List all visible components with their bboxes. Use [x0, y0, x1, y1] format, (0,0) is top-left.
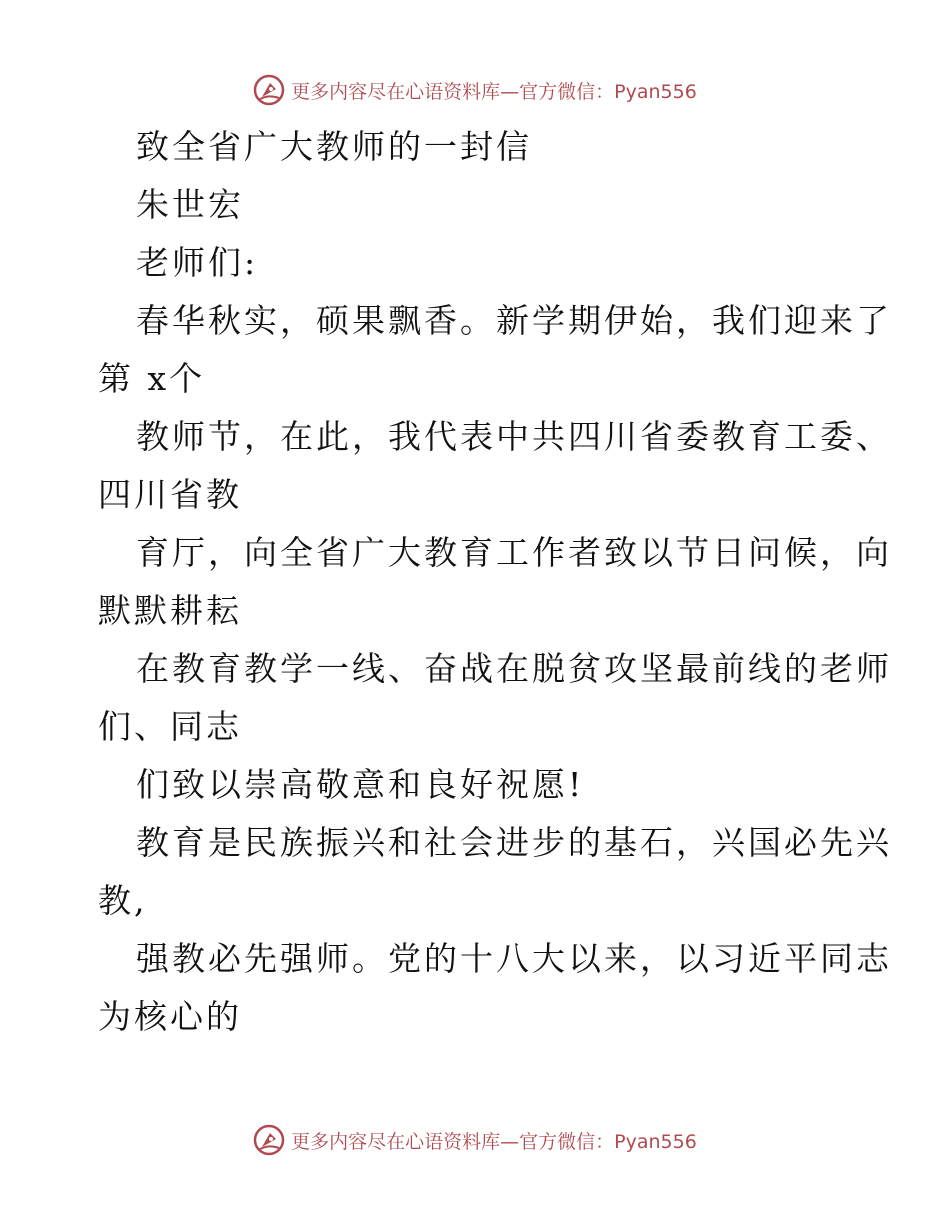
letter-title: 致全省广大教师的一封信: [136, 127, 532, 166]
text-line: 春华秋实，硕果飘香。新学期伊始，我们迎来了: [136, 301, 892, 340]
text-line: 默默耕耘: [98, 591, 242, 630]
document-body: [98, 118, 892, 1046]
text-line: 第 x个: [98, 359, 206, 398]
text-line: 在教育教学一线、奋战在脱贫攻坚最前线的老师: [136, 649, 892, 688]
text-line: 教师节，在此，我代表中共四川省委教育工委、: [136, 417, 892, 456]
text-line: 们、同志: [98, 707, 242, 746]
text-line: 为核心的: [98, 997, 242, 1036]
text-line: 教育是民族振兴和社会进步的基石，兴国必先兴: [136, 823, 892, 862]
header-watermark-banner: [0, 70, 950, 110]
watermark-text: 更多内容尽在心语资料库—官方微信：Pyan556: [291, 80, 697, 103]
author-name: 朱世宏: [136, 185, 244, 224]
text-line: 强教必先强师。党的十八大以来，以习近平同志: [136, 939, 892, 978]
text-line: 育厅，向全省广大教育工作者致以节日问候，向: [136, 533, 892, 572]
pen-nib-logo-icon: [253, 1124, 285, 1156]
pen-nib-logo-icon: [253, 74, 285, 106]
text-line: 教,: [98, 881, 148, 920]
footer-watermark-banner: [0, 1120, 950, 1160]
text-line: 们致以崇高敬意和良好祝愿!: [136, 765, 585, 804]
text-line: 四川省教: [98, 475, 242, 514]
salutation: 老师们:: [136, 243, 259, 282]
watermark-text: 更多内容尽在心语资料库—官方微信：Pyan556: [291, 1130, 697, 1153]
